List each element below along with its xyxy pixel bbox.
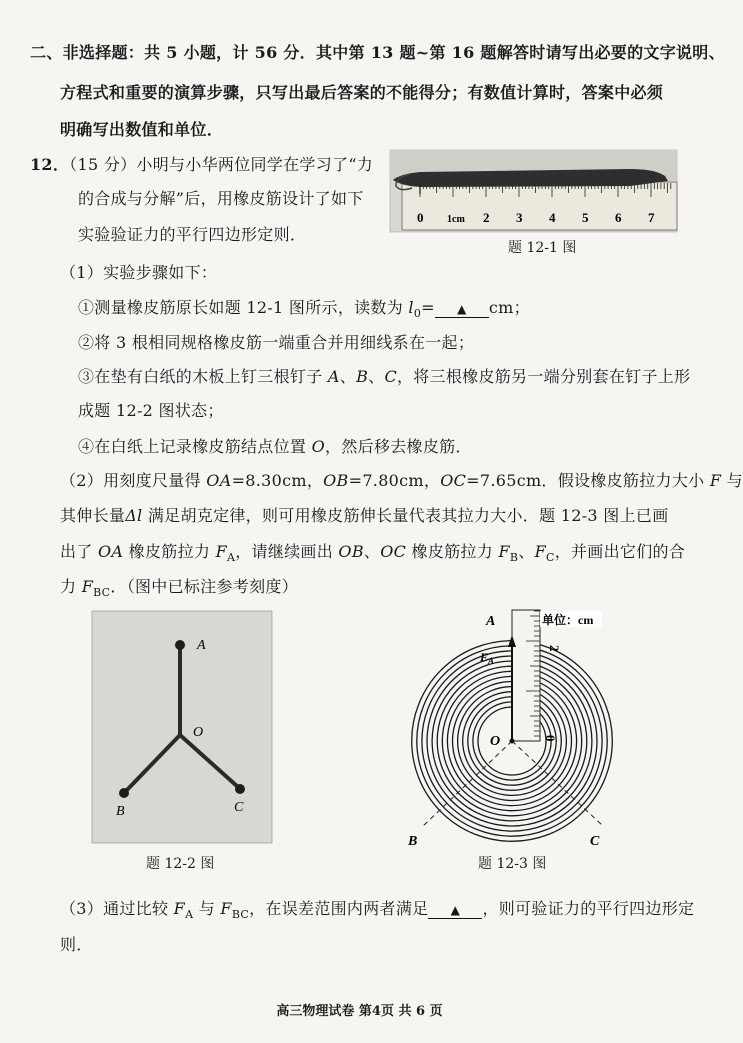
page-footer: 高三物理试卷 第4页 共 6 页 (276, 1004, 443, 1019)
step-3-line1: ③在垫有白纸的木板上钉三根钉子 A、B、C，将三根橡皮筋另一端分别套在钉子上形 (78, 367, 691, 386)
figure-12-1-ruler-photo (390, 150, 677, 232)
section-header-line1: 二、非选择题：共 5 小题，计 56 分．其中第 13 题~第 16 题解答时请写出必要的文字说明、 (30, 43, 725, 62)
ruler-tick-label: 5 (582, 210, 589, 225)
label-O: O (193, 725, 204, 740)
label-O: O (490, 734, 501, 749)
part-2-line4: 力 $F_{BC}$．（图中已标注参考刻度） (60, 577, 299, 600)
question-12-intro-line3: 实验验证力的平行四边形定则． (78, 225, 307, 244)
nail-C (235, 784, 245, 794)
label-B: B (116, 804, 125, 819)
nail-A (175, 640, 185, 650)
ruler-tick-label: 3 (516, 210, 523, 225)
nail-B (119, 788, 129, 798)
figure-12-3-diagram (400, 605, 640, 850)
part-2-line3: 出了 OA 橡皮筋拉力 $F_A$，请继续画出 OB、OC 橡皮筋拉力 $F_B$、$F_C$，并画出它们的合 (60, 542, 686, 565)
question-12-intro-line1 (30, 152, 373, 175)
ruler-tick-label: 6 (615, 210, 622, 225)
step-2: ②将 3 根相同规格橡皮筋一端重合并用细线系在一起； (78, 333, 475, 352)
tick-label-2: 2 (547, 645, 562, 652)
part-3-line2: 则． (60, 935, 93, 954)
ruler-tick-label: 1cm (447, 214, 465, 225)
ruler-tick-label: 0 (417, 210, 424, 225)
section-header-line2: 方程式和重要的演算步骤，只写出最后答案的不能得分；有数值计算时，答案中必须 (60, 83, 664, 102)
figure-12-3-caption: 题 12-3 图 (478, 856, 547, 872)
step-3-line2: 成题 12-2 图状态； (78, 401, 224, 420)
question-number: 12． (30, 155, 70, 174)
ruler-tick-label: 4 (549, 210, 556, 225)
ruler-tick-label: 2 (483, 210, 490, 225)
label-B: B (408, 834, 418, 849)
intro-text-1: （15 分）小明与小华两位同学在学习了“力 (69, 155, 374, 174)
label-FA: $F_A$ (480, 650, 495, 666)
step-4: ④在白纸上记录橡皮筋结点位置 O，然后移去橡皮筋． (78, 437, 472, 456)
figure-12-2-photo (92, 611, 272, 843)
label-A: A (486, 614, 496, 629)
answer-blank-relation[interactable]: ▲ (428, 899, 482, 919)
answer-blank-l0[interactable]: ▲ (435, 298, 489, 318)
part-3-line1: （3）通过比较 $F_A$ 与 $F_{BC}$，在误差范围内两者满足 ▲ ，则可验证力的平行四边形定 (60, 899, 695, 922)
label-C: C (234, 800, 244, 815)
part-2-line2: 其伸长量Δl 满足胡克定律，则可用橡皮筋伸长量代表其拉力大小．题 12-3 图上已画 (60, 506, 669, 525)
ruler-tick-label: 7 (648, 210, 655, 225)
unit-label: 单位：cm (542, 613, 594, 627)
section-header-line3: 明确写出数值和单位． (60, 120, 224, 139)
part-1-title: （1）实验步骤如下： (60, 263, 218, 282)
figure-12-2-caption: 题 12-2 图 (146, 856, 215, 872)
label-C: C (590, 834, 600, 849)
figure-12-1-caption: 题 12-1 图 (508, 240, 577, 256)
part-2-line1: （2）用刻度尺量得 OA=8.30cm，OB=7.80cm，OC=7.65cm．假设橡皮筋拉力大小 F 与 (60, 471, 743, 490)
step-1: ①测量橡皮筋原长如题 12-1 图所示，读数为 $l_0=$ ▲ cm； (78, 298, 530, 321)
label-A: A (197, 638, 206, 653)
question-12-intro-line2: 的合成与分解”后，用橡皮筋设计了如下 (78, 189, 364, 208)
tick-label-0: 0 (543, 735, 558, 742)
